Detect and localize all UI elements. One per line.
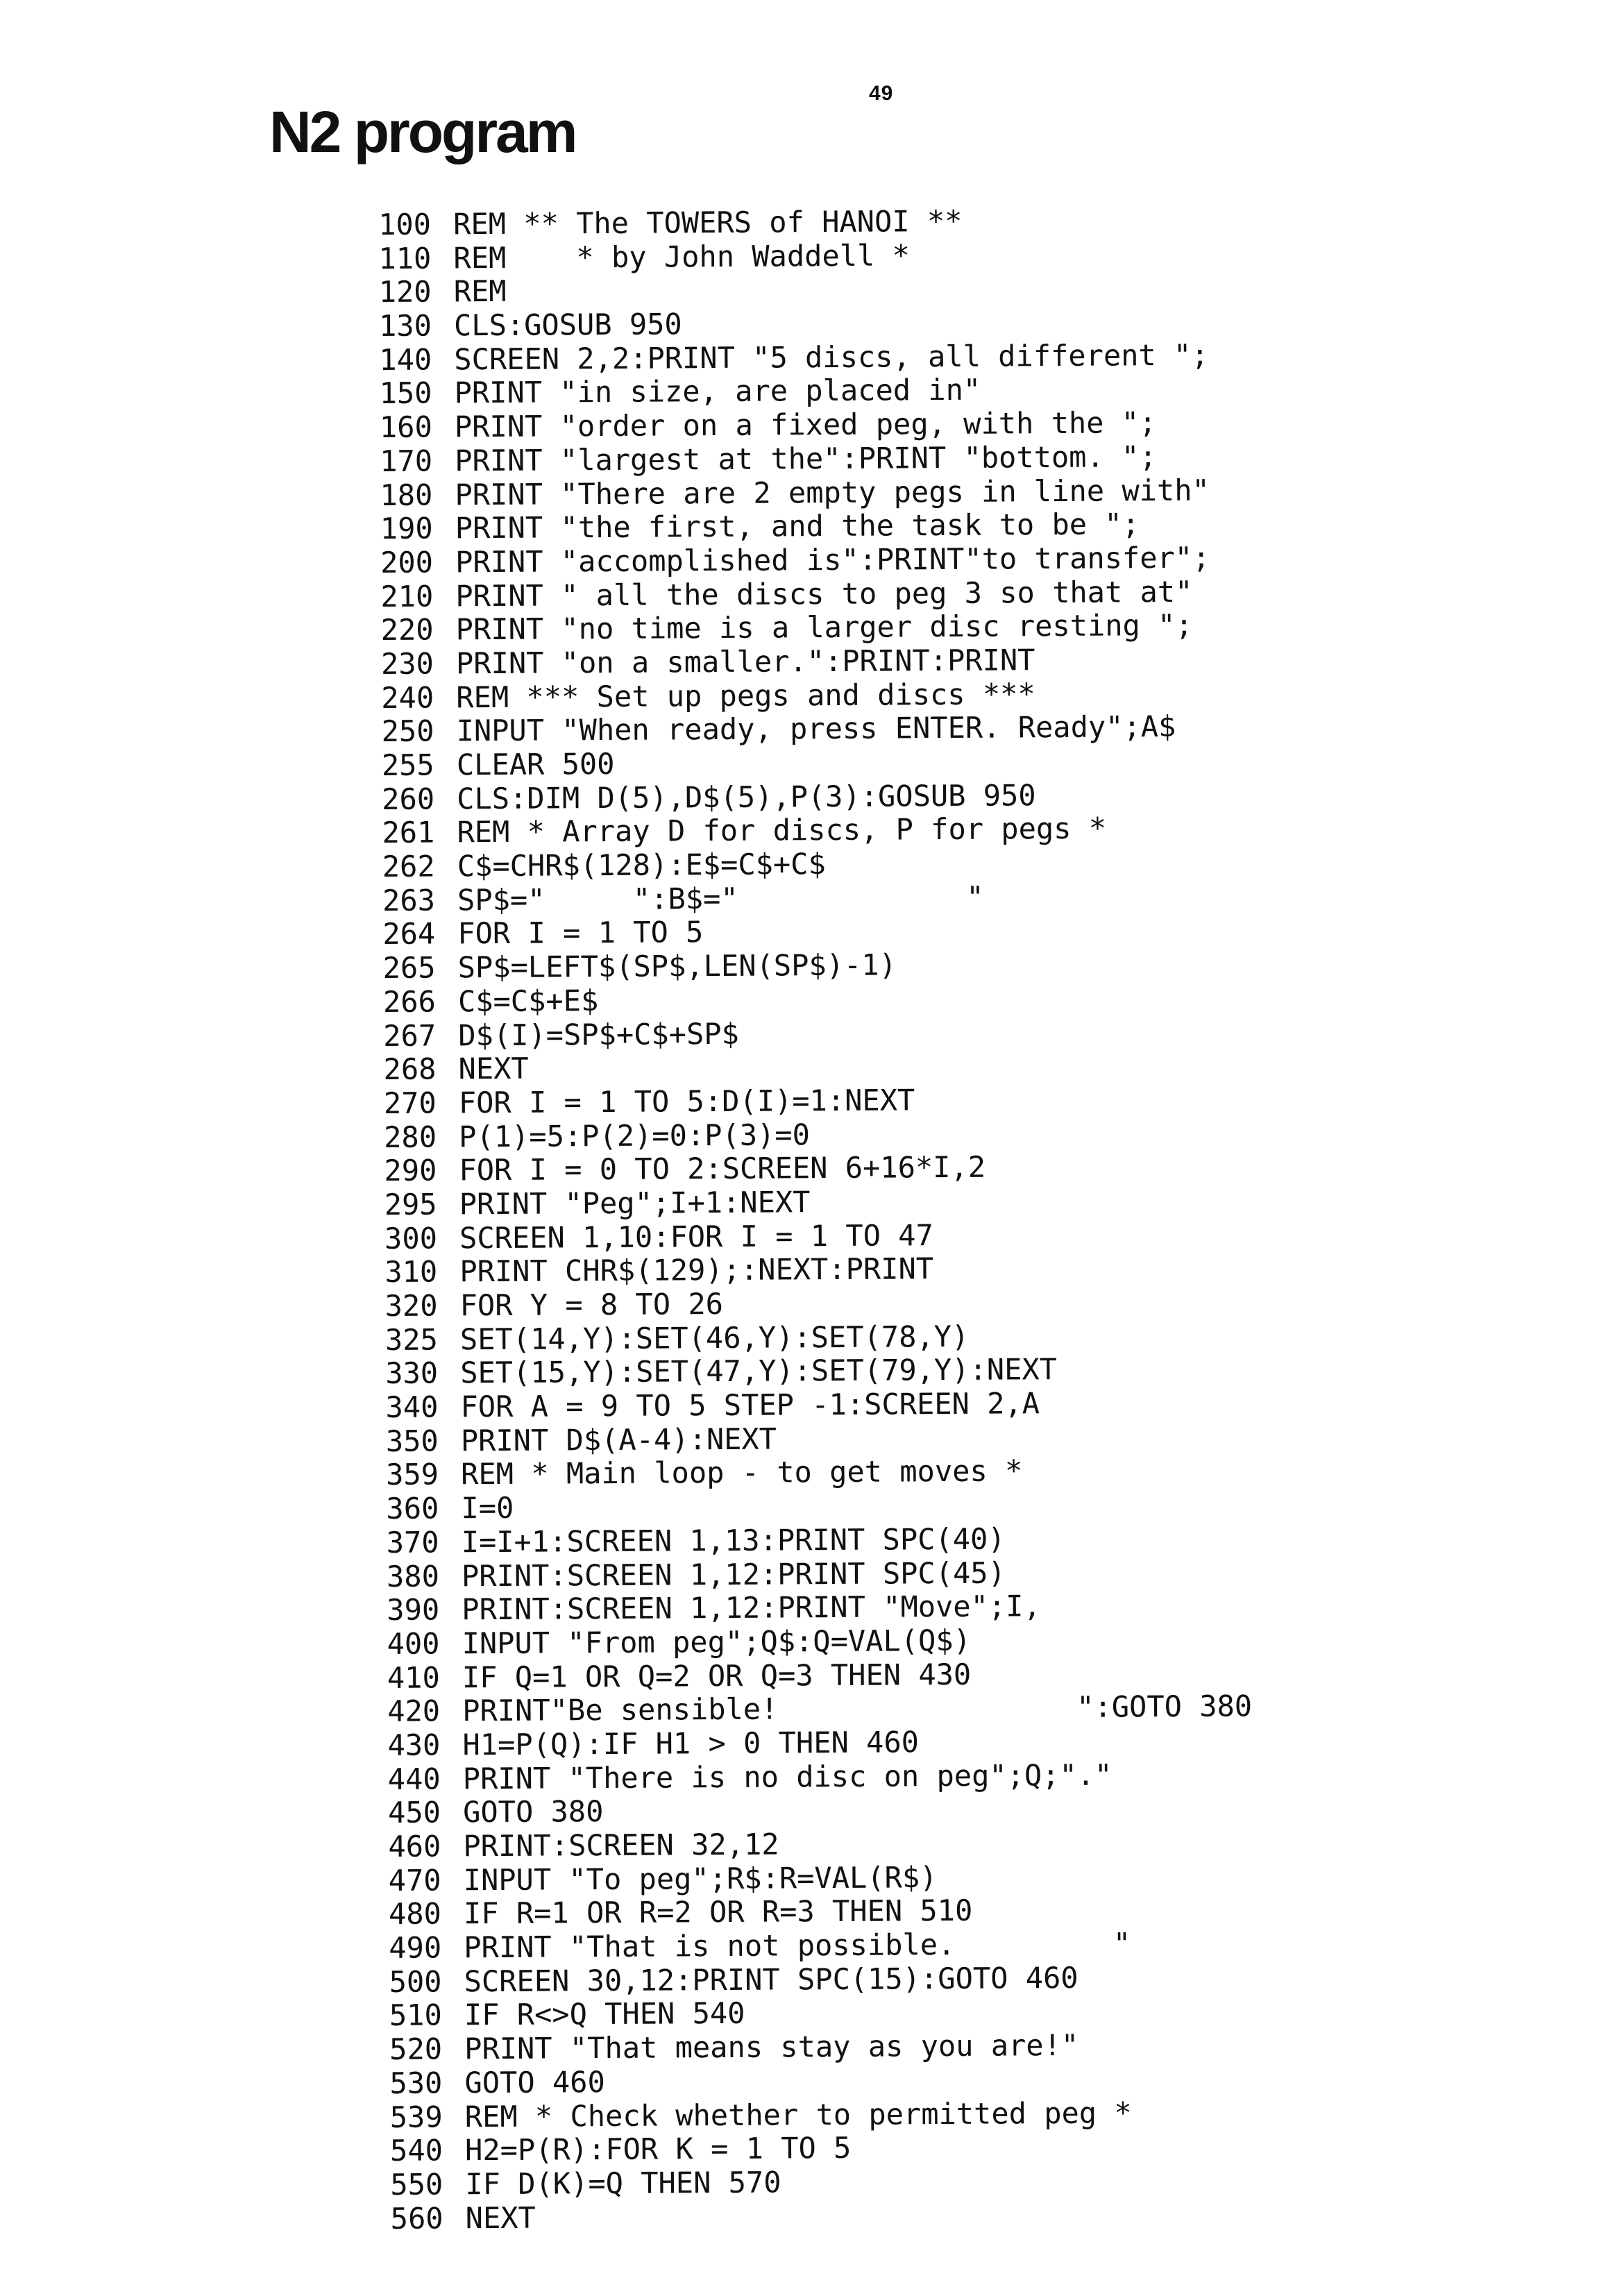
line-number: 325 [384,1322,438,1357]
line-number: 510 [389,1998,442,2033]
line-code: PRINT:SCREEN 1,12:PRINT SPC(45) [461,1555,1006,1593]
line-number: 262 [382,849,435,884]
line-code: REM [453,274,507,309]
line-code: PRINT "There are 2 empty pegs in line with" [455,473,1210,512]
page-title: N2 program [269,99,576,164]
line-number: 250 [381,714,434,749]
line-code: REM * by John Waddell * [453,238,911,276]
line-number: 170 [380,444,433,478]
line-code: PRINT "accomplished is":PRINT"to transfer"; [455,540,1210,580]
line-code: PRINT "That is not possible. " [464,1926,1131,1965]
line-number: 470 [388,1863,441,1898]
line-code: FOR I = 1 TO 5 [457,915,704,951]
line-code: SCREEN 2,2:PRINT "5 discs, all different "; [454,337,1209,377]
line-number: 539 [389,2099,443,2134]
line-code: PRINT "on a smaller.":PRINT:PRINT [455,643,1035,681]
line-number: 120 [378,274,432,310]
line-number: 280 [384,1120,437,1154]
line-number: 420 [387,1694,441,1729]
line-number: 150 [379,375,432,411]
line-code: FOR A = 9 TO 5 STEP -1:SCREEN 2,A [460,1386,1040,1424]
line-number: 500 [389,1964,442,1999]
line-number: 268 [383,1052,437,1087]
line-number: 350 [385,1424,439,1458]
line-number: 520 [389,2032,443,2067]
line-number: 265 [382,950,436,986]
line-number: 255 [381,748,434,782]
line-number: 240 [381,680,434,715]
line-code: PRINT CHR$(129);:NEXT:PRINT [459,1251,934,1289]
line-number: 180 [380,478,433,512]
line-code: SP$=" ":B$=" " [457,879,984,918]
line-code: REM * Check whether to permitted peg * [464,2095,1132,2134]
line-code: PRINT:SCREEN 1,12:PRINT "Move";I, [462,1589,1041,1627]
line-code: CLS:DIM D(5),D$(5),P(3):GOSUB 950 [457,777,1036,816]
line-number: 270 [383,1086,437,1120]
line-number: 490 [389,1930,442,1966]
line-code: IF R=1 OR R=2 OR R=3 THEN 510 [463,1893,973,1931]
line-number: 400 [387,1626,440,1661]
line-code: I=0 [461,1490,514,1526]
line-code: C$=CHR$(128):E$=C$+C$ [457,847,826,884]
line-number: 140 [379,342,432,377]
line-code: NEXT [465,2200,536,2235]
program-listing [378,201,1584,2236]
line-number: 380 [386,1559,440,1594]
line-code: H2=P(R):FOR K = 1 TO 5 [464,2131,852,2168]
line-number: 100 [378,207,432,242]
line-code: SP$=LEFT$(SP$,LEN(SP$)-1) [457,947,897,985]
line-code: PRINT "There is no disc on peg";Q;"." [462,1757,1113,1796]
line-code: PRINT "That means stay as you are!" [464,2028,1079,2066]
line-code: PRINT "largest at the":PRINT "bottom. "; [455,439,1157,478]
line-code: P(1)=5:P(2)=0:P(3)=0 [459,1117,811,1154]
line-number: 130 [378,308,432,344]
line-code: PRINT "the first, and the task to be "; [455,507,1140,546]
line-code: PRINT "Peg";I+1:NEXT [459,1185,811,1222]
line-code: REM * Main loop - to get moves * [460,1453,1023,1492]
line-number: 360 [386,1491,439,1526]
line-number: 480 [388,1896,442,1932]
line-number: 220 [380,612,434,648]
line-number: 310 [384,1254,438,1290]
line-number: 267 [383,1018,437,1053]
page-number: 49 [869,82,894,105]
line-code: INPUT "From peg";Q$:Q=VAL(Q$) [462,1623,972,1661]
line-number: 540 [389,2133,443,2168]
line-number: 560 [390,2201,443,2236]
line-number: 340 [385,1390,439,1425]
line-number: 160 [379,410,432,445]
line-code: IF Q=1 OR Q=2 OR Q=3 THEN 430 [462,1657,972,1694]
line-number: 550 [390,2167,443,2202]
line-code: I=I+1:SCREEN 1,13:PRINT SPC(40) [461,1521,1006,1560]
line-number: 330 [385,1356,439,1391]
line-code: CLEAR 500 [456,746,615,782]
line-code: REM *** Set up pegs and discs *** [456,676,1035,714]
line-code: IF D(K)=Q THEN 570 [465,2165,781,2202]
line-number: 450 [387,1795,441,1830]
line-number: 260 [382,782,435,816]
line-number: 263 [382,883,436,918]
line-number: 320 [384,1288,438,1323]
line-number: 410 [387,1660,440,1695]
line-number: 200 [380,545,434,580]
line-code: SCREEN 1,10:FOR I = 1 TO 47 [459,1217,933,1255]
line-number: 266 [382,984,436,1019]
line-code: REM * Array D for discs, P for pegs * [457,811,1107,850]
line-code: SET(15,Y):SET(47,Y):SET(79,Y):NEXT [460,1352,1058,1390]
line-number: 295 [384,1187,437,1222]
line-code: REM ** The TOWERS of HANOI ** [452,203,963,242]
line-code: PRINT:SCREEN 32,12 [463,1827,779,1864]
line-code: CLS:GOSUB 950 [453,307,682,343]
line-number: 110 [378,241,432,276]
line-code: INPUT "When ready, press ENTER. Ready";A$ [456,709,1176,748]
line-code: PRINT D$(A-4):NEXT [460,1421,777,1458]
line-number: 370 [386,1525,439,1560]
line-code: PRINT "in size, are placed in" [454,373,981,410]
line-code: SET(14,Y):SET(46,Y):SET(78,Y) [459,1319,970,1356]
line-code: GOTO 460 [464,2064,605,2100]
line-number: 430 [387,1728,441,1762]
line-code: GOTO 380 [462,1794,604,1830]
line-code: PRINT "order on a fixed peg, with the "; [454,405,1157,444]
line-code: D$(I)=SP$+C$+SP$ [458,1016,739,1052]
line-code: INPUT "To peg";R$:R=VAL(R$) [463,1859,938,1897]
line-code: NEXT [458,1051,529,1086]
line-number: 300 [384,1221,438,1256]
line-code: FOR I = 0 TO 2:SCREEN 6+16*I,2 [459,1149,986,1188]
line-code: C$=C$+E$ [457,983,599,1019]
line-code: FOR Y = 8 TO 26 [459,1286,724,1323]
line-code: SCREEN 30,12:PRINT SPC(15):GOTO 460 [464,1960,1079,1999]
line-number: 290 [384,1153,437,1188]
line-code: PRINT"Be sensible! ":GOTO 380 [462,1689,1253,1728]
line-code: PRINT "no time is a larger disc resting "; [455,608,1193,647]
line-code: FOR I = 1 TO 5:D(I)=1:NEXT [458,1083,915,1120]
line-code: PRINT " all the discs to peg 3 so that at" [455,574,1193,613]
line-number: 460 [388,1829,441,1864]
line-number: 390 [387,1592,440,1628]
line-number: 440 [387,1762,441,1796]
line-number: 210 [380,579,434,614]
line-number: 264 [382,916,436,952]
line-number: 230 [380,646,434,681]
line-number: 530 [389,2066,443,2100]
line-code: H1=P(Q):IF H1 > 0 THEN 460 [462,1725,920,1762]
line-number: 261 [382,815,435,850]
line-number: 359 [385,1457,439,1492]
line-code: IF R<>Q THEN 540 [464,1996,745,2032]
line-number: 190 [380,511,433,546]
